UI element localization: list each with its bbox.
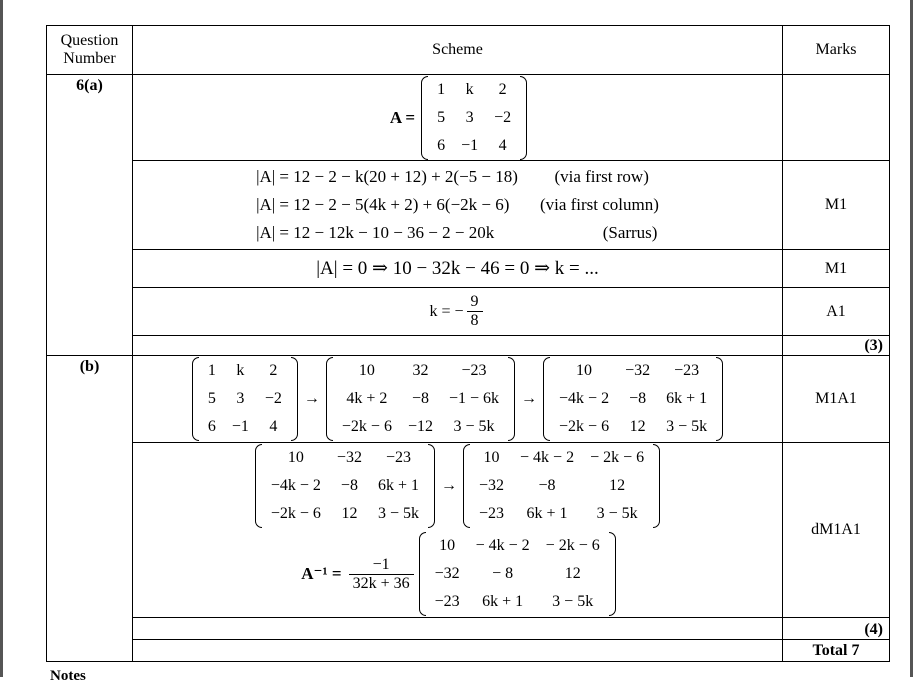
matrix-entry: 1 — [207, 362, 216, 379]
matrix-entry: −2k − 6 — [270, 505, 321, 522]
row-solve — [47, 250, 890, 288]
matrix-entry: −23 — [674, 362, 700, 379]
matrix-entry: 6k + 1 — [666, 390, 708, 407]
matrix-entry: −23 — [434, 593, 460, 610]
matrix-entry: − 4k − 2 — [520, 449, 575, 466]
matrix-a — [421, 76, 527, 160]
question-6b: (b) — [47, 356, 133, 662]
k-prefix: k = − — [429, 302, 464, 320]
matrix-entry: 12 — [341, 505, 358, 522]
matrix-entry: 4k + 2 — [346, 390, 388, 407]
k-fraction: $\frac{9}{8}$ — [467, 293, 483, 330]
mark-m1a1: M1A1 — [783, 356, 890, 443]
row-matrix-a — [47, 75, 890, 161]
matrix-entry: −8 — [538, 477, 556, 494]
header-question-number: Question Number — [47, 26, 133, 75]
arrow-3: → — [440, 477, 457, 494]
matrix-entry: 10 — [287, 449, 304, 466]
matrix-entry: −8 — [340, 477, 358, 494]
row-k-value — [47, 288, 890, 336]
matrix-entry: −2 — [264, 390, 282, 407]
matrix-entry: 10 — [439, 537, 456, 554]
matrix-entry: −32 — [478, 477, 505, 494]
matrix-entry: 12 — [609, 477, 626, 494]
row-b-1 — [47, 356, 890, 443]
matrix-a-cell — [133, 75, 783, 161]
matrix-entry: 3 − 5k — [453, 418, 495, 435]
matrix-entry: 6k + 1 — [526, 505, 568, 522]
question-6a: 6(a) — [47, 75, 133, 356]
matrix-entry: 12 — [564, 565, 581, 582]
header-scheme: Scheme — [133, 26, 783, 75]
k-value-cell — [133, 288, 783, 336]
matrix-entry: − 2k − 6 — [590, 449, 645, 466]
matrix-entry: −8 — [411, 390, 429, 407]
header-marks: Marks — [783, 26, 890, 75]
matrix-entry: 5 — [437, 108, 446, 126]
mark-dm1a1: dM1A1 — [783, 443, 890, 618]
matrix-entry: 2 — [498, 80, 507, 98]
row-determinant — [47, 161, 890, 250]
det-line-1: |A| = 12 − 2 − k(20 + 12) + 2(−5 − 18) (via first row) — [256, 167, 649, 186]
total-b: (4) — [783, 618, 890, 640]
matrix-entry: −23 — [461, 362, 487, 379]
matrix-entry: 10 — [358, 362, 375, 379]
matrix-entry: −2 — [494, 108, 512, 126]
mark-scheme-table — [46, 25, 890, 662]
solve-line: |A| = 0 ⇒ 10 − 32k − 46 = 0 ⇒ k = ... — [316, 257, 599, 279]
matrix-entry: − 4k − 2 — [475, 537, 530, 554]
matrix-entry: −2k − 6 — [341, 418, 392, 435]
det-line-2: |A| = 12 − 2 − 5(4k + 2) + 6(−2k − 6) (via first column) — [256, 195, 659, 214]
matrix-entry: 6 — [207, 418, 216, 435]
matrix-entry: 4 — [269, 418, 278, 435]
matrix-entry: 3 − 5k — [552, 593, 594, 610]
matrix-entry: 4 — [498, 136, 507, 154]
matrix-entry: 10 — [483, 449, 500, 466]
matrix-entry: −1 — [231, 418, 249, 435]
matrix-entry: −32 — [625, 362, 651, 379]
spacer-cell-b — [133, 618, 783, 640]
spacer-cell-c — [133, 640, 783, 662]
row-total-a — [47, 336, 890, 356]
matrix-entry: 6k + 1 — [377, 477, 419, 494]
inverse-label: A⁻¹ = — [301, 564, 342, 583]
matrix-entry: −12 — [407, 418, 433, 435]
matrix-entry: −32 — [434, 565, 460, 582]
matrix-entry: 32 — [412, 362, 429, 379]
matrix-entry: −8 — [629, 390, 647, 407]
mark-m1-a: M1 — [783, 161, 890, 250]
matrix-entry: 3 − 5k — [596, 505, 638, 522]
matrix-entry: 3 − 5k — [666, 418, 708, 435]
matrix-entry: −4k − 2 — [270, 477, 321, 494]
matrix-inverse — [419, 532, 616, 616]
determinant-cell — [133, 161, 783, 250]
matrix-entry: −4k − 2 — [559, 390, 610, 407]
matrix-entry: 6 — [437, 136, 446, 154]
mark-empty — [783, 75, 890, 161]
row-b-2 — [47, 443, 890, 618]
mark-m1-b: M1 — [783, 250, 890, 288]
matrix-entry: −32 — [336, 449, 362, 466]
matrix-entry: 12 — [629, 418, 646, 435]
header-row — [47, 26, 890, 75]
arrow-1: → — [303, 390, 320, 407]
matrix-entry: 2 — [269, 362, 278, 379]
matrix-b2-a — [255, 444, 435, 528]
matrix-entry: 5 — [207, 390, 216, 407]
matrix-entry: 3 − 5k — [377, 505, 419, 522]
matrix-entry: k — [236, 362, 245, 379]
matrix-entry: −23 — [385, 449, 411, 466]
row-grand-total — [47, 640, 890, 662]
matrix-entry: −1 − 6k — [448, 390, 500, 407]
matrix-entry: 6k + 1 — [482, 593, 524, 610]
notes-heading: Notes — [50, 668, 86, 684]
arrow-2: → — [521, 390, 538, 407]
matrix-entry: −1 — [461, 136, 479, 154]
mark-a1: A1 — [783, 288, 890, 336]
matrix-entry: 1 — [437, 80, 446, 98]
matrix-b1-b — [326, 357, 515, 441]
row-b-1-cell — [133, 356, 783, 443]
matrix-entry: k — [465, 80, 474, 98]
matrix-b2-b — [463, 444, 660, 528]
row-b-2-cell — [133, 443, 783, 618]
row-total-b — [47, 618, 890, 640]
matrix-entry: −2k − 6 — [559, 418, 610, 435]
matrix-entry: − 8 — [492, 565, 514, 582]
solve-cell — [133, 250, 783, 288]
matrix-a-label: A = — [389, 107, 416, 127]
spacer-cell — [133, 336, 783, 356]
matrix-entry: 3 — [465, 108, 474, 126]
matrix-b1-c — [543, 357, 723, 441]
window-left-border — [0, 0, 3, 677]
matrix-entry: 3 — [236, 390, 245, 407]
matrix-entry: −23 — [478, 505, 505, 522]
total-a: (3) — [783, 336, 890, 356]
inverse-fraction: $\frac{-1}{32k + 36}$ — [349, 556, 414, 593]
matrix-entry: 10 — [576, 362, 593, 379]
matrix-b1-a — [192, 357, 298, 441]
matrix-entry: − 2k − 6 — [545, 537, 600, 554]
det-line-3: |A| = 12 − 12k − 10 − 36 − 2 − 20k (Sarrus) — [256, 223, 658, 242]
grand-total: Total 7 — [783, 640, 890, 662]
